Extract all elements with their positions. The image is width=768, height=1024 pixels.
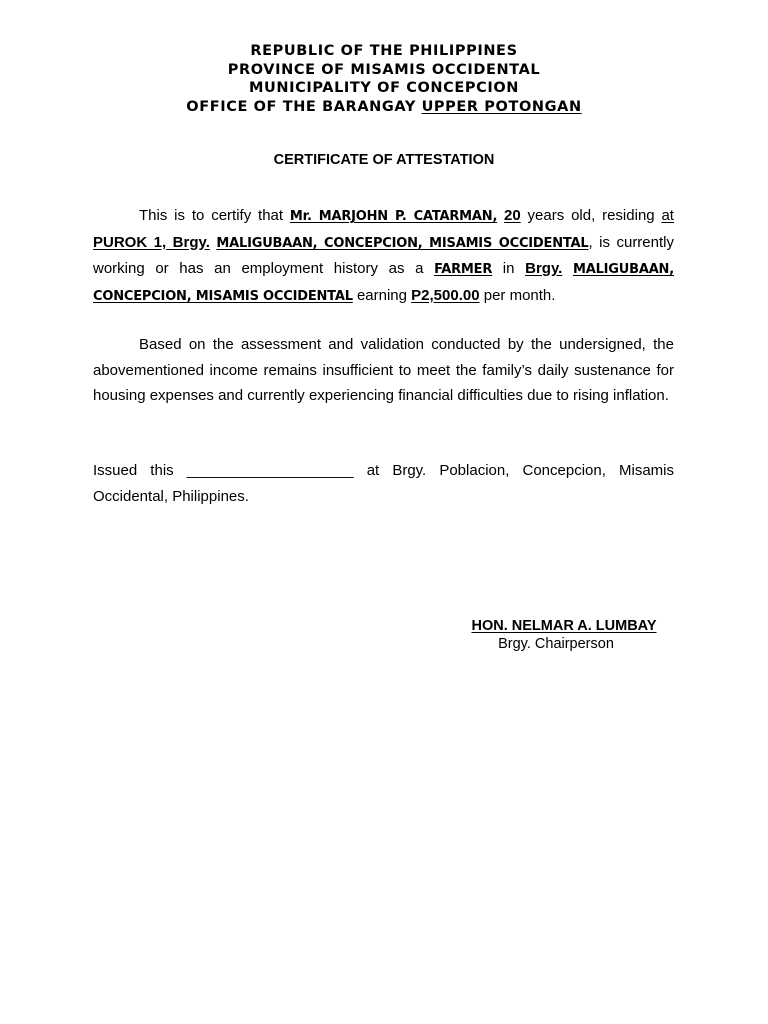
certification-paragraph: [93, 203, 674, 309]
letterhead: [0, 42, 768, 116]
assessment-paragraph: [93, 332, 674, 409]
issued-paragraph: Issued this ____________________ at Brgy. Poblacion, Concepcion, Misamis Occidental, Philippines.: [93, 462, 674, 505]
p1-text-6: , is currently working or has an employment history as a: [93, 233, 674, 277]
letterhead-office: [0, 98, 768, 117]
monthly-income: P2,500.00: [411, 286, 480, 304]
p1-text-7: in: [492, 260, 526, 277]
signatory-position: Brgy. Chairperson: [498, 636, 614, 652]
work-brgy-label: Brgy.: [525, 260, 563, 277]
office-label: OFFICE OF THE BARANGAY: [186, 98, 422, 115]
signatory-name: HON. NELMAR A. LUMBAY: [471, 618, 657, 634]
p1-text-3: years old, residing: [520, 207, 662, 224]
p1-text-8: [562, 260, 573, 277]
p1-text-1: This is to certify that: [139, 207, 290, 224]
address-purok: PUROK 1, Brgy.: [93, 233, 210, 251]
p1-text-10: per month.: [479, 286, 556, 304]
letterhead-municipality: MUNICIPALITY OF CONCEPCION: [248, 80, 519, 96]
residing-at: at: [661, 207, 674, 224]
work-location: MALIGUBAAN, CONCEPCION, MISAMIS OCCIDENTAL: [93, 262, 674, 304]
person-age: 20: [504, 207, 521, 224]
assessment-text: Based on the assessment and validation conducted by the undersigned, the abovementioned income remains insufficient to meet the family’s daily sustenance for housing expenses and currently experiencing financial difficulties due to rising inflation.: [93, 336, 674, 404]
barangay-name: UPPER POTONGAN: [421, 98, 582, 115]
certificate-title: CERTIFICATE OF ATTESTATION: [273, 152, 495, 168]
address-barangay: MALIGUBAAN, CONCEPCION, MISAMIS OCCIDENTAL: [216, 235, 589, 251]
p1-text-2: [497, 207, 504, 224]
letterhead-republic: REPUBLIC OF THE PHILIPPINES: [250, 43, 518, 59]
signature-block: [454, 617, 674, 653]
occupation: FARMER: [434, 262, 493, 277]
letterhead-province: PROVINCE OF MISAMIS OCCIDENTAL: [227, 61, 541, 78]
p1-text-9: earning: [352, 286, 412, 304]
person-name: Mr. MARJOHN P. CATARMAN,: [289, 209, 498, 224]
